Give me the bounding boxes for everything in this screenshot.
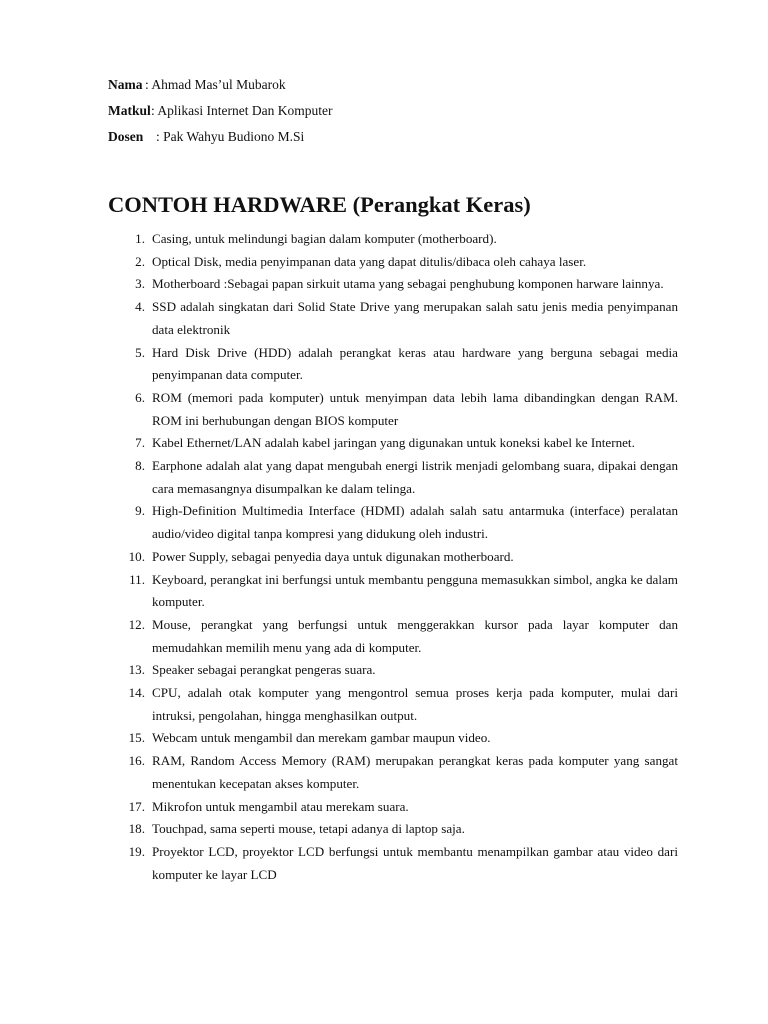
item-number: 12. <box>128 616 145 632</box>
list-item <box>108 546 678 569</box>
list-item <box>108 659 678 682</box>
list-item <box>108 273 678 296</box>
list-item <box>108 841 678 886</box>
list-item <box>108 750 678 795</box>
item-number: 1. <box>135 231 145 246</box>
matkul-row <box>108 102 668 128</box>
list-item <box>108 387 678 432</box>
item-number: 6. <box>135 389 145 405</box>
item-number: 15. <box>128 730 145 746</box>
item-text: ROM (memori pada komputer) untuk menyimpan data lebih lama dibandingkan dengan RAM. ROM ini berhubungan dengan BIOS komputer <box>152 389 678 428</box>
item-number: 9. <box>135 503 145 519</box>
list-item <box>108 614 678 659</box>
item-text: Webcam untuk mengambil dan merekam gambar maupun video. <box>152 730 491 746</box>
item-number: 10. <box>128 548 145 564</box>
item-number: 16. <box>128 753 145 769</box>
item-number: 19. <box>128 843 145 859</box>
list-item <box>108 500 678 545</box>
item-text: Proyektor LCD, proyektor LCD berfungsi untuk membantu menampilkan gambar atau video dari komputer ke layar LCD <box>152 843 678 882</box>
item-text: Hard Disk Drive (HDD) adalah perangkat keras atau hardware yang berguna sebagai media penyimpanan data computer. <box>152 344 678 383</box>
item-text: RAM, Random Access Memory (RAM) merupakan perangkat keras pada komputer yang sangat menentukan kecepatan akses komputer. <box>152 753 678 791</box>
item-text: Speaker sebagai perangkat pengeras suara. <box>152 662 376 678</box>
dosen-label: Dosen <box>108 129 144 144</box>
list-item <box>108 228 678 251</box>
matkul-value: : Aplikasi Internet Dan Komputer <box>151 103 333 118</box>
item-text: High-Definition Multimedia Interface (HDMI) adalah salah satu antarmuka (interface) peralatan audio/video digital tanpa kompresi yang didukung oleh industri. <box>152 503 678 542</box>
list-item <box>108 796 678 819</box>
nama-label: Nama <box>108 77 143 92</box>
item-text: SSD adalah singkatan dari Solid State Drive yang merupakan salah satu jenis media penyimpanan data elektronik <box>152 299 678 337</box>
dosen-value: : Pak Wahyu Budiono M.Si <box>156 129 305 144</box>
list-item <box>108 727 678 750</box>
item-number: 3. <box>135 276 145 292</box>
item-text: Kabel Ethernet/LAN adalah kabel jaringan yang digunakan untuk koneksi kabel ke Internet. <box>152 435 635 451</box>
list-item <box>108 682 678 727</box>
list-item <box>108 569 678 614</box>
item-text: Power Supply, sebagai penyedia daya untuk digunakan motherboard. <box>152 548 514 564</box>
item-text: Mouse, perangkat yang berfungsi untuk menggerakkan kursor pada layar komputer dan memudahkan memilih menu yang ada di komputer. <box>152 616 678 655</box>
item-number: 11. <box>129 571 145 587</box>
item-number: 5. <box>135 344 145 360</box>
item-number: 17. <box>128 798 145 814</box>
hardware-list <box>108 228 678 886</box>
item-number: 4. <box>135 299 145 315</box>
student-info <box>108 76 668 154</box>
item-text: Optical Disk, media penyimpanan data yang dapat ditulis/dibaca oleh cahaya laser. <box>152 253 587 269</box>
matkul-label: Matkul <box>108 103 151 118</box>
list-item <box>108 432 678 455</box>
list-item <box>108 251 678 274</box>
item-text: Earphone adalah alat yang dapat mengubah energi listrik menjadi gelombang suara, dipakai dengan cara memasangnya disumpalkan ke dalam telinga. <box>152 458 678 496</box>
list-item <box>108 818 678 841</box>
item-text: Touchpad, sama seperti mouse, tetapi adanya di laptop saja. <box>152 821 465 837</box>
dosen-row <box>108 128 668 154</box>
item-number: 7. <box>135 435 145 451</box>
item-number: 18. <box>128 821 145 837</box>
list-item <box>108 455 678 500</box>
item-number: 13. <box>128 662 145 678</box>
nama-value: : Ahmad Mas’ul Mubarok <box>145 77 286 92</box>
item-number: 14. <box>128 685 145 701</box>
item-text: Motherboard :Sebagai papan sirkuit utama yang sebagai penghubung komponen harware lainnya. <box>152 276 664 292</box>
item-text: CPU, adalah otak komputer yang mengontrol semua proses kerja pada komputer, mulai dari intruksi, pengolahan, hingga menghasilkan output. <box>152 685 678 723</box>
page-title: CONTOH HARDWARE (Perangkat Keras) <box>108 192 531 217</box>
list-item <box>108 296 678 341</box>
item-text: Mikrofon untuk mengambil atau merekam suara. <box>152 798 409 814</box>
item-text: Casing, untuk melindungi bagian dalam komputer (motherboard). <box>152 231 497 246</box>
nama-row <box>108 76 668 102</box>
item-number: 2. <box>135 253 145 269</box>
item-number: 8. <box>135 458 145 474</box>
list-item <box>108 342 678 387</box>
item-text: Keyboard, perangkat ini berfungsi untuk membantu pengguna memasukkan simbol, angka ke dalam komputer. <box>152 571 678 610</box>
